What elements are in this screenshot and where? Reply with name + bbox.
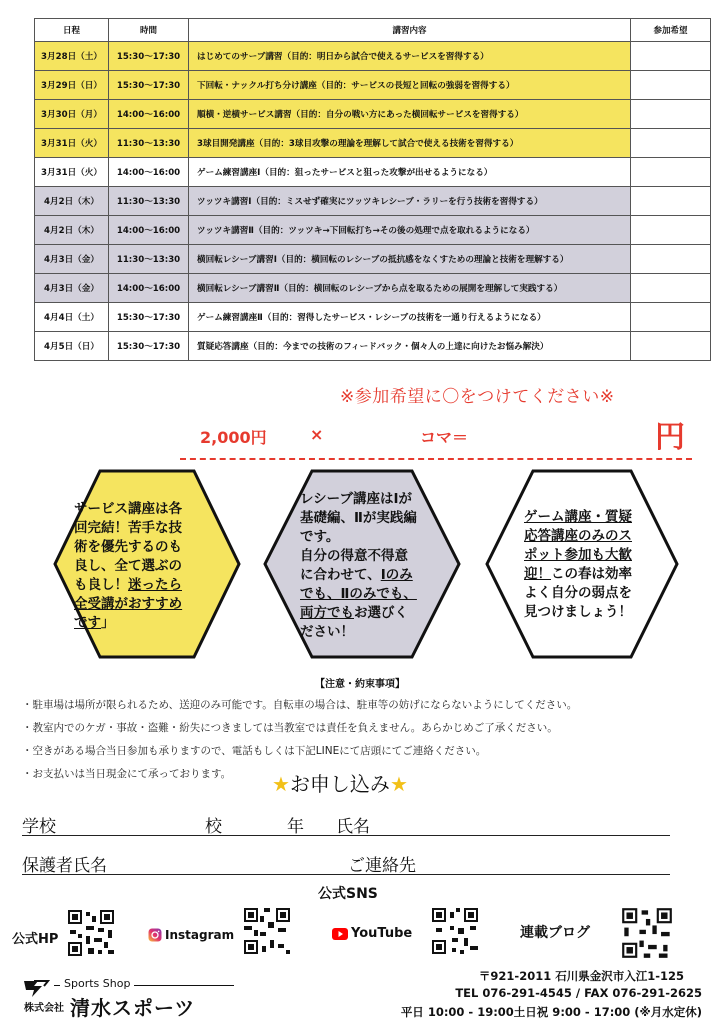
participation-checkbox-cell[interactable] — [631, 216, 711, 245]
school-label: 学校 — [22, 817, 56, 837]
cell-date: 3月31日（火） — [35, 158, 109, 187]
hexagon-game — [484, 468, 680, 660]
hex2-line2: 基礎編、Ⅱが実践編 — [300, 510, 417, 526]
cell-time: 14:00～16:00 — [109, 100, 189, 129]
hex1-line3: 術を優先するのも — [74, 539, 182, 555]
cell-time: 11:30～13:30 — [109, 245, 189, 274]
table-row — [35, 129, 711, 158]
notes-title: 【注意・約束事項】 — [315, 679, 405, 690]
shop-hours: 平日 10:00 - 19:00土日祝 9:00 - 17:00 (※月水定休) — [400, 1005, 702, 1019]
official-hp-label: 公式HP — [12, 932, 59, 947]
guardian-contact-line[interactable] — [22, 874, 670, 875]
header-content: 講習内容 — [189, 19, 631, 42]
apply-title — [272, 768, 408, 797]
cell-content: ゲーム練習講座Ⅰ（目的：狙ったサービスと狙った攻撃が出せるようになる） — [189, 158, 631, 187]
hex1-line4: 良し、全て選ぶの — [74, 558, 182, 574]
note-item: ・教室内でのケガ・事故・盗難・紛失につきましては当教室では責任を負えません。あらかじめご了承ください。 — [22, 722, 558, 734]
cell-date: 3月29日（日） — [35, 71, 109, 100]
cell-content: 横回転レシーブ講習Ⅰ（目的：横回転のレシーブの抵抗感をなくすための理論と技術を理解する） — [189, 245, 631, 274]
table-row — [35, 158, 711, 187]
table-row — [35, 332, 711, 361]
hex1-line5b: 迷ったら — [128, 577, 182, 593]
shop-logo-icon — [20, 977, 50, 999]
cell-time: 11:30～13:30 — [109, 129, 189, 158]
hex2-line7a: 両方でも — [300, 605, 354, 621]
hex3-line5: よく自分の弱点を — [524, 585, 632, 601]
cell-date: 3月30日（月） — [35, 100, 109, 129]
hex2-line5a: に合わせて、 — [300, 567, 381, 583]
participation-checkbox-cell[interactable] — [631, 158, 711, 187]
schedule-table — [34, 18, 711, 361]
hexagon-service — [52, 468, 242, 660]
hex3-line4a: 迎！ — [524, 566, 551, 582]
hex1-line2: 回完結！苦手な技 — [74, 520, 182, 536]
hex3-line6: 見つけましょう！ — [524, 604, 632, 620]
cell-date: 4月2日（木） — [35, 187, 109, 216]
price-koma: コマ＝ — [420, 428, 469, 447]
participation-checkbox-cell[interactable] — [631, 71, 711, 100]
shop-phone-fax: TEL 076-291-4545 / FAX 076-291-2625 — [455, 986, 702, 1000]
cell-content: 3球目開発講座（目的：3球目攻撃の理論を理解して試合で使える技術を習得する） — [189, 129, 631, 158]
hex1-line5a: も良し！ — [74, 577, 128, 593]
hex2-line6: でも、Ⅱのみでも、 — [300, 586, 417, 602]
guardian-name-label: 保護者氏名 — [22, 856, 107, 876]
cell-content: 横回転レシーブ講習Ⅱ（目的：横回転のレシーブから点を取るための展開を理解して実践する） — [189, 274, 631, 303]
price-times: × — [310, 425, 324, 444]
cell-time: 14:00～16:00 — [109, 216, 189, 245]
hex2-line4: 自分の得意不得意 — [300, 548, 408, 564]
cell-content: ツッツキ講習Ⅱ（目的：ツッツキ→下回転打ち→その後の処理で点を取れるようになる） — [189, 216, 631, 245]
participation-checkbox-cell[interactable] — [631, 245, 711, 274]
shop-company-type: 株式会社 — [24, 1003, 64, 1014]
apply-title-text: お申し込み — [289, 772, 390, 796]
cell-content: はじめてのサーブ講習（目的：明日から試合で使えるサービスを習得する） — [189, 42, 631, 71]
cell-date: 4月5日（日） — [35, 332, 109, 361]
shop-name: 清水スポーツ — [70, 996, 196, 1020]
table-row — [35, 187, 711, 216]
header-time: 時間 — [109, 19, 189, 42]
cell-content: 順横・逆横サービス講習（目的：自分の戦い方にあった横回転サービスを習得する） — [189, 100, 631, 129]
table-row — [35, 303, 711, 332]
official-hp-qr-icon[interactable] — [66, 908, 116, 958]
student-name-label: 氏名 — [336, 817, 370, 837]
grade-label: 年 — [287, 817, 304, 837]
participation-notice: ※参加希望に〇をつけてください※ — [340, 387, 615, 407]
table-row — [35, 216, 711, 245]
youtube-icon — [332, 928, 348, 940]
price-amount: 2,000円 — [200, 428, 267, 447]
sns-title: 公式SNS — [318, 886, 378, 902]
table-row — [35, 71, 711, 100]
hex1-line1: サービス講座は各 — [74, 501, 182, 517]
instagram-label: Instagram — [165, 928, 235, 942]
hex2-line3: です。 — [300, 529, 340, 545]
participation-checkbox-cell[interactable] — [631, 303, 711, 332]
youtube-label: YouTube — [351, 926, 413, 941]
table-row — [35, 100, 711, 129]
hexagon-receive — [262, 468, 462, 660]
cell-content: ゲーム練習講座Ⅱ（目的：習得したサービス・レシーブの技術を一通り行えるようになる） — [189, 303, 631, 332]
hex3-line4b: この春は効率 — [551, 566, 632, 582]
note-item: ・お支払いは当日現金にて承っております。 — [22, 768, 232, 780]
contact-label: ご連絡先 — [348, 856, 416, 876]
cell-time: 14:00～16:00 — [109, 274, 189, 303]
hex3-line3: ポット参加も大歓 — [524, 547, 632, 563]
cell-date: 3月31日（火） — [35, 129, 109, 158]
cell-date: 4月3日（金） — [35, 245, 109, 274]
price-yen: 円 — [655, 420, 685, 455]
cell-time: 14:00～16:00 — [109, 158, 189, 187]
participation-checkbox-cell[interactable] — [631, 332, 711, 361]
table-header-row — [35, 19, 711, 42]
cell-time: 15:30～17:30 — [109, 71, 189, 100]
participation-checkbox-cell[interactable] — [631, 129, 711, 158]
hex1-line7b: 」 — [101, 615, 115, 631]
youtube-qr-icon[interactable] — [430, 906, 480, 956]
cell-time: 15:30～17:30 — [109, 303, 189, 332]
cell-time: 15:30～17:30 — [109, 332, 189, 361]
cell-time: 15:30～17:30 — [109, 42, 189, 71]
header-date: 日程 — [35, 19, 109, 42]
note-item: ・空きがある場合当日参加も承りますので、電話もしくは下記LINEにて店頭にてご連絡ください。 — [22, 745, 487, 757]
instagram-qr-icon[interactable] — [242, 906, 292, 956]
school-name-line[interactable] — [22, 835, 670, 836]
shop-address: 〒921-2011 石川県金沢市入江1-125 — [478, 969, 684, 983]
instagram-icon — [148, 928, 162, 942]
hex2-line7b: お選びく — [354, 605, 408, 621]
blog-label: 連載ブログ — [520, 925, 590, 941]
cell-time: 11:30～13:30 — [109, 187, 189, 216]
cell-date: 4月4日（土） — [35, 303, 109, 332]
hex3-line1: ゲーム講座・質疑 — [524, 509, 632, 525]
cell-content: 下回転・ナックル打ち分け講座（目的：サービスの長短と回転の強弱を習得する） — [189, 71, 631, 100]
hex2-line1: レシーブ講座はⅠが — [300, 491, 413, 507]
hex1-line7a: です — [74, 615, 101, 631]
table-row — [35, 245, 711, 274]
hex2-line8: ださい！ — [300, 624, 354, 640]
cell-content: 質疑応答講座（目的：今までの技術のフィードバック・個々人の上達に向けたお悩み解決） — [189, 332, 631, 361]
blog-qr-icon[interactable] — [620, 906, 674, 960]
school-suffix-label: 校 — [205, 817, 222, 837]
participation-checkbox-cell[interactable] — [631, 42, 711, 71]
table-row — [35, 42, 711, 71]
hex3-line2: 応答講座のみのス — [524, 528, 632, 544]
shop-tagline: Sports Shop — [60, 977, 134, 990]
star-icon: ★ — [389, 772, 408, 796]
table-row — [35, 274, 711, 303]
cell-content: ツッツキ講習Ⅰ（目的：ミスせず確実にツッツキレシーブ・ラリーを行う技術を習得する） — [189, 187, 631, 216]
participation-checkbox-cell[interactable] — [631, 274, 711, 303]
cell-date: 4月3日（金） — [35, 274, 109, 303]
hex2-line5b: Ⅰのみ — [380, 567, 413, 583]
cell-date: 4月2日（木） — [35, 216, 109, 245]
price-divider — [180, 458, 692, 460]
hex1-line6: 全受講がおすすめ — [74, 596, 183, 612]
cell-date: 3月28日（土） — [35, 42, 109, 71]
header-participation: 参加希望 — [631, 19, 711, 42]
participation-checkbox-cell[interactable] — [631, 187, 711, 216]
note-item: ・駐車場は場所が限られるため、送迎のみ可能です。自転車の場合は、駐車等の妨げにならないようにしてください。 — [22, 699, 578, 711]
star-icon: ★ — [272, 772, 290, 796]
participation-checkbox-cell[interactable] — [631, 100, 711, 129]
